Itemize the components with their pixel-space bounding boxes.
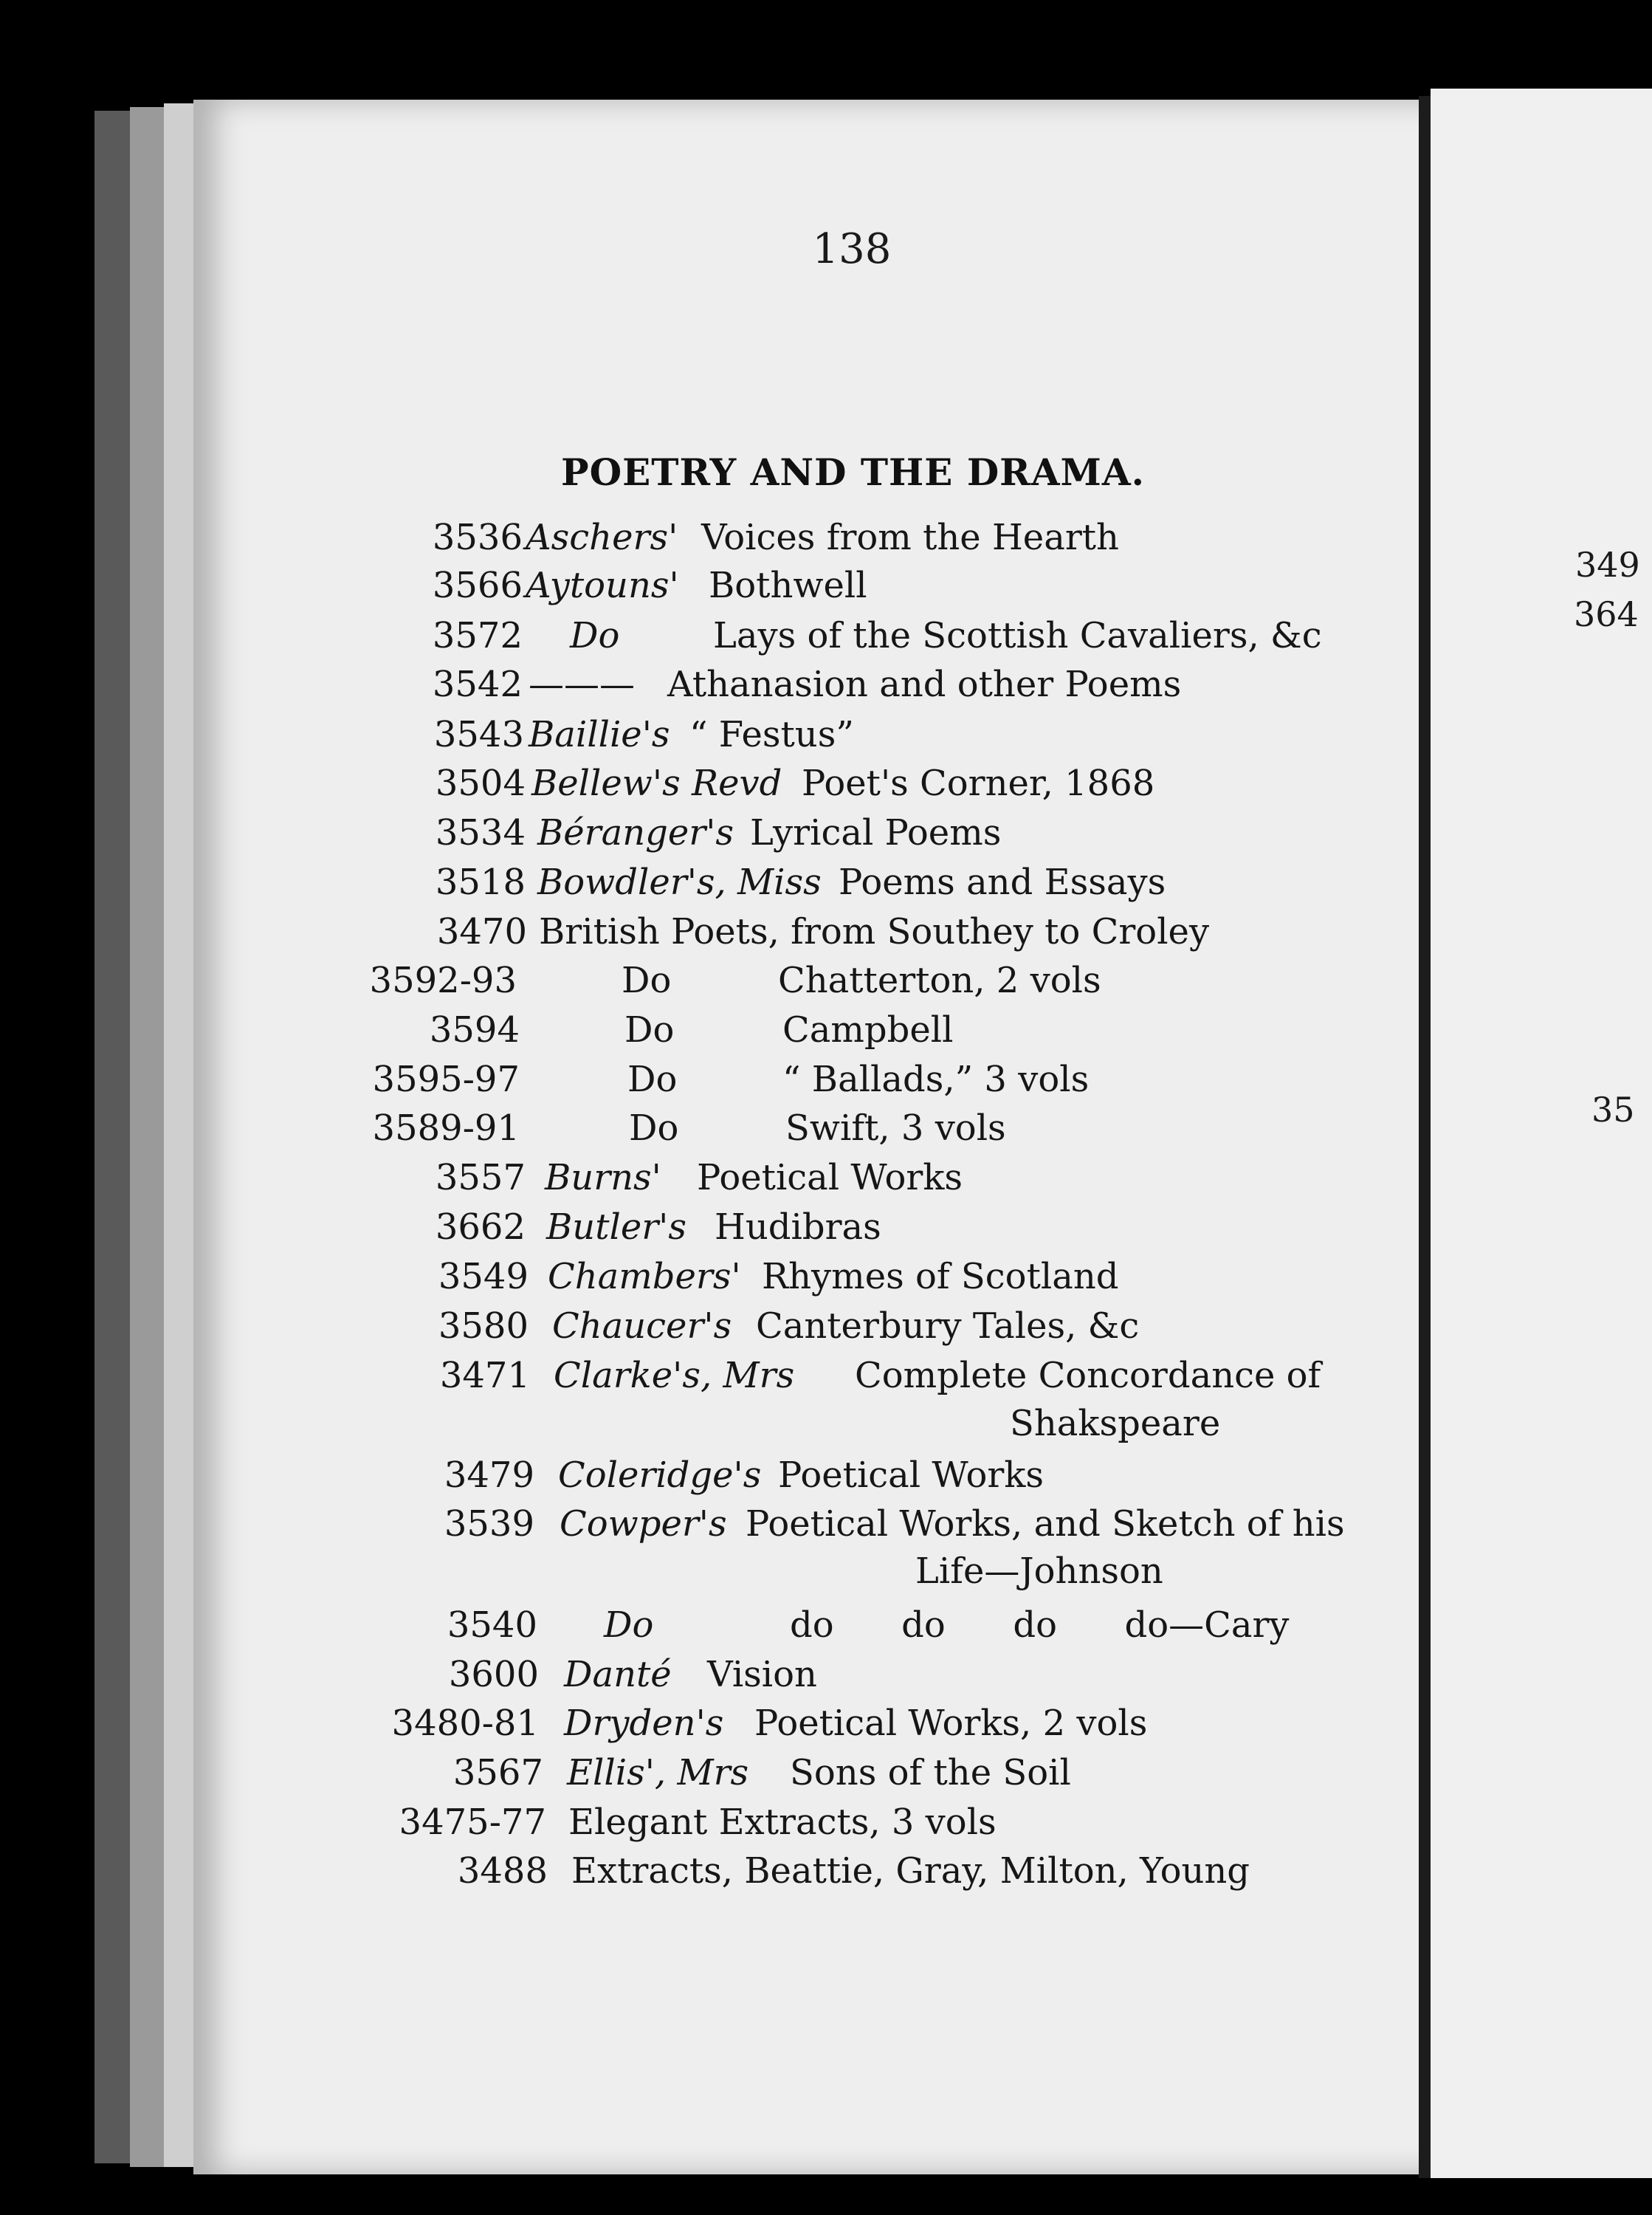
entry-title: Lays of the Scottish Cavaliers, &c xyxy=(713,615,1322,656)
page-number: 138 xyxy=(812,225,892,273)
entry-author: Do xyxy=(629,1108,679,1149)
catalogue-entry xyxy=(0,812,1630,861)
entry-title: British Poets, from Southey to Croley xyxy=(539,911,1210,952)
entry-title: Lyrical Poems xyxy=(750,812,1002,854)
entry-number: 3589-91 xyxy=(372,1108,520,1149)
entry-author: Do xyxy=(604,1604,654,1646)
catalogue-entry xyxy=(0,714,1630,763)
entry-continuation: Life—Johnson xyxy=(915,1550,1163,1592)
entry-number: 3471 xyxy=(439,1355,530,1396)
entry-author: Dryden's xyxy=(564,1703,724,1744)
entry-number: 3536 xyxy=(432,517,523,558)
entry-author: Do xyxy=(622,960,672,1001)
catalogue-entry xyxy=(0,1009,1630,1058)
entry-title: Poet's Corner, 1868 xyxy=(802,763,1155,804)
catalogue-entry xyxy=(0,1355,1630,1404)
entry-author: Chaucer's xyxy=(552,1305,732,1347)
entry-author: Do xyxy=(624,1009,675,1051)
entry-number: 3475-77 xyxy=(399,1802,546,1843)
entry-number: 3594 xyxy=(429,1009,520,1051)
entry-author: Do xyxy=(627,1059,678,1100)
entry-number: 3595-97 xyxy=(372,1059,520,1100)
entry-title: Voices from the Hearth xyxy=(701,517,1119,558)
entry-number: 3488 xyxy=(457,1850,548,1892)
catalogue-entry xyxy=(0,1455,1630,1503)
catalogue-entry xyxy=(0,1157,1630,1206)
entry-number: 3543 xyxy=(433,714,524,755)
entry-title: Swift, 3 vols xyxy=(785,1108,1006,1149)
entry-title: Sons of the Soil xyxy=(790,1752,1071,1793)
entry-continuation: Shakspeare xyxy=(1010,1403,1221,1444)
right-page-fragment: 349 xyxy=(1575,545,1640,585)
catalogue-entry xyxy=(0,960,1630,1009)
catalogue-entry xyxy=(0,911,1630,960)
entry-author: Butler's xyxy=(546,1206,687,1248)
catalogue-entry xyxy=(0,1703,1630,1751)
right-page-fragment: 35 xyxy=(1591,1090,1635,1130)
catalogue-entry xyxy=(0,1752,1630,1801)
entry-number: 3479 xyxy=(444,1455,534,1496)
entry-title: Hudibras xyxy=(715,1206,881,1248)
entry-number: 3580 xyxy=(438,1305,529,1347)
entry-number: 3592-93 xyxy=(369,960,517,1001)
catalogue-entry xyxy=(0,1108,1630,1156)
entry-number: 3504 xyxy=(435,763,526,804)
entry-number: 3572 xyxy=(432,615,523,656)
entry-author: Béranger's xyxy=(537,812,734,854)
entry-author: Burns' xyxy=(545,1157,661,1198)
entry-title: Vision xyxy=(707,1654,817,1695)
right-page-fragment: 364 xyxy=(1574,594,1639,634)
entry-title: Bothwell xyxy=(709,565,867,606)
entry-title: Poetical Works xyxy=(778,1455,1044,1496)
entry-number: 3549 xyxy=(438,1256,529,1297)
catalogue-entry xyxy=(0,1850,1630,1899)
entry-number: 3662 xyxy=(435,1206,526,1248)
entry-number: 3566 xyxy=(432,565,523,606)
entry-number: 3542 xyxy=(432,664,523,705)
entry-title: Poetical Works, and Sketch of his xyxy=(746,1503,1345,1545)
entry-number: 3600 xyxy=(448,1654,539,1695)
entry-title: do do do do—Cary xyxy=(790,1604,1290,1646)
catalogue-entry xyxy=(0,1206,1630,1255)
catalogue-entry xyxy=(0,1305,1630,1354)
section-title: POETRY AND THE DRAMA. xyxy=(561,450,1146,494)
entry-number: 3470 xyxy=(436,911,527,952)
entry-author: Chambers' xyxy=(548,1256,741,1297)
catalogue-entry xyxy=(0,1503,1630,1552)
entry-title: Poetical Works, 2 vols xyxy=(754,1703,1148,1744)
entry-author: Aytouns' xyxy=(526,565,679,606)
entry-author: Bellew's Revd xyxy=(531,763,782,804)
entry-number: 3518 xyxy=(435,862,526,903)
entry-title: Athanasion and other Poems xyxy=(667,664,1182,705)
entry-number: 3539 xyxy=(444,1503,534,1545)
entry-author: Clarke's, Mrs xyxy=(554,1355,795,1396)
entry-author: Cowper's xyxy=(560,1503,727,1545)
entry-title: Elegant Extracts, 3 vols xyxy=(568,1802,997,1843)
entry-dash: ——— xyxy=(529,664,635,705)
catalogue-entry xyxy=(0,763,1630,811)
entry-number: 3480-81 xyxy=(391,1703,539,1744)
entry-title: Complete Concordance of xyxy=(855,1355,1321,1396)
entry-title: Campbell xyxy=(782,1009,954,1051)
catalogue-entry xyxy=(0,1654,1630,1703)
catalogue-entry xyxy=(0,565,1630,614)
catalogue-entry xyxy=(0,1604,1630,1653)
entry-author: Do xyxy=(570,615,620,656)
entry-number: 3567 xyxy=(452,1752,543,1793)
entry-number: 3557 xyxy=(435,1157,526,1198)
entry-author: Ellis', Mrs xyxy=(567,1752,749,1793)
entry-title: Canterbury Tales, &c xyxy=(756,1305,1140,1347)
catalogue-entry xyxy=(0,517,1630,566)
entry-author: Bowdler's, Miss xyxy=(537,862,822,903)
entry-title: “ Festus” xyxy=(689,714,854,755)
entry-title: Rhymes of Scotland xyxy=(762,1256,1119,1297)
entry-author: Baillie's xyxy=(529,714,670,755)
catalogue-entry xyxy=(0,615,1630,664)
catalogue-entry xyxy=(0,1802,1630,1850)
entry-author: Aschers' xyxy=(526,517,678,558)
catalogue-entry xyxy=(0,1059,1630,1108)
catalogue-entry xyxy=(0,664,1630,712)
entry-author: Danté xyxy=(564,1654,672,1695)
entry-number: 3534 xyxy=(435,812,526,854)
entry-number: 3540 xyxy=(447,1604,537,1646)
entry-title: Chatterton, 2 vols xyxy=(778,960,1101,1001)
catalogue-entry xyxy=(0,1256,1630,1305)
catalogue-entry xyxy=(0,862,1630,910)
entry-author: Coleridge's xyxy=(558,1455,762,1496)
entry-title: “ Ballads,” 3 vols xyxy=(782,1059,1090,1100)
entry-title: Extracts, Beattie, Gray, Milton, Young xyxy=(571,1850,1250,1892)
entry-title: Poetical Works xyxy=(697,1157,963,1198)
entry-title: Poems and Essays xyxy=(839,862,1166,903)
